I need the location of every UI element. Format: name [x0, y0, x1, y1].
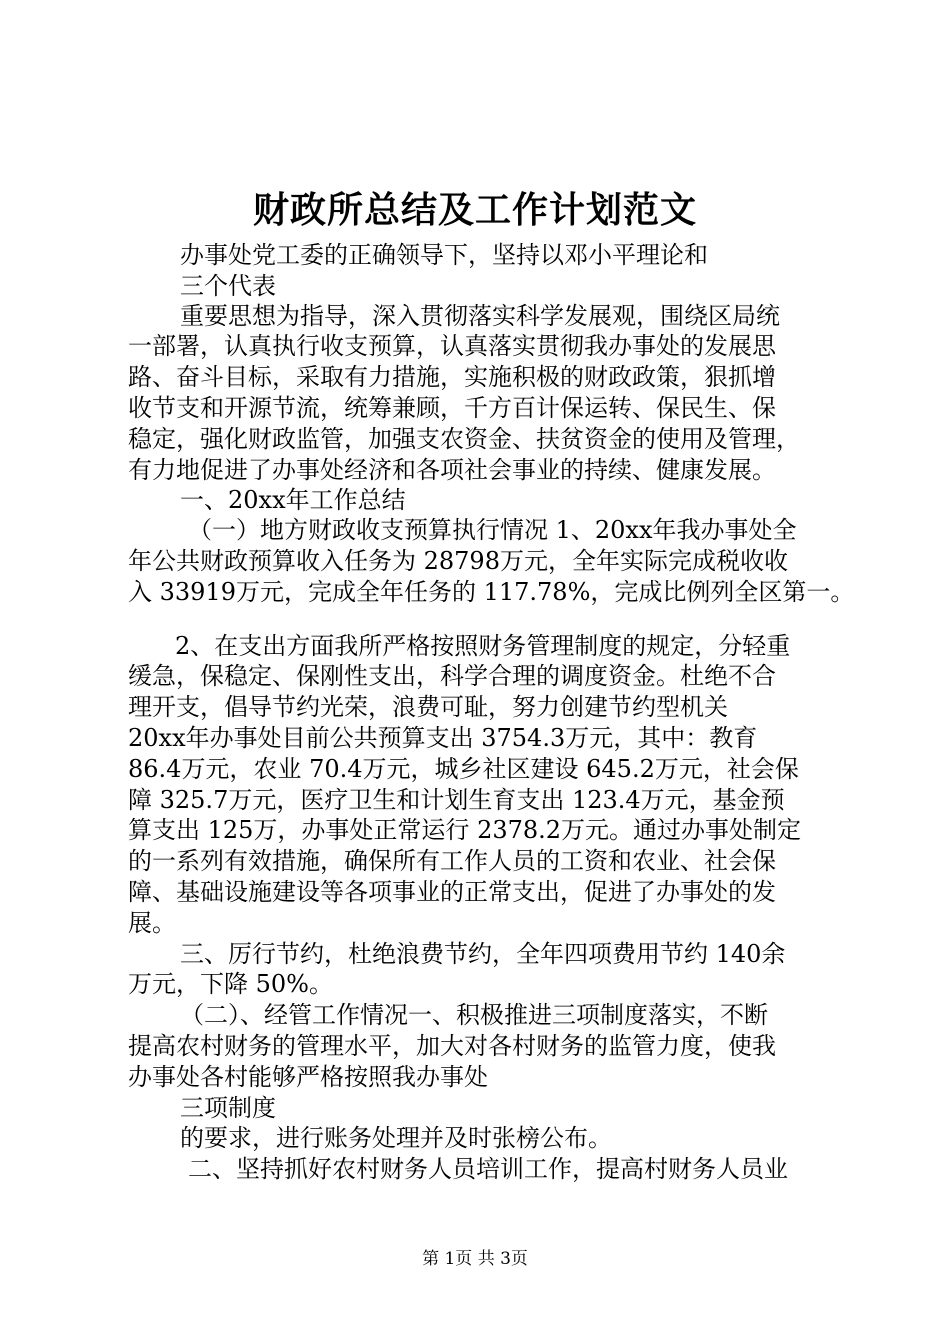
- body-line: 年公共财政预算收入任务为 28798万元，全年实际完成税收收: [128, 547, 788, 575]
- body-line: 二、坚持抓好农村财务人员培训工作，提高村财务人员业: [188, 1155, 788, 1183]
- body-line: 三项制度: [180, 1094, 276, 1122]
- body-line: 缓急，保稳定、保刚性支出，科学合理的调度资金。杜绝不合: [128, 662, 776, 690]
- body-line: 障、基础设施建设等各项事业的正常支出，促进了办事处的发: [128, 878, 776, 906]
- body-line: 办事处党工委的正确领导下，坚持以邓小平理论和: [180, 241, 708, 269]
- body-line: 算支出 125万，办事处正常运行 2378.2万元。通过办事处制定: [128, 816, 802, 844]
- body-line: 稳定，强化财政监管，加强支农资金、扶贫资金的使用及管理，: [128, 425, 800, 453]
- body-line: 展。: [128, 909, 176, 937]
- body-line: 的一系列有效措施，确保所有工作人员的工资和农业、社会保: [128, 847, 776, 875]
- body-line: 2、在支出方面我所严格按照财务管理制度的规定，分轻重: [175, 632, 791, 660]
- body-line: 20xx年办事处目前公共预算支出 3754.3万元，其中：教育: [128, 724, 758, 752]
- body-line: 的要求，进行账务处理并及时张榜公布。: [180, 1124, 612, 1152]
- body-line: 重要思想为指导，深入贯彻落实科学发展观，围绕区局统: [180, 302, 780, 330]
- body-line: 办事处各村能够严格按照我办事处: [128, 1063, 488, 1091]
- body-line: 理开支，倡导节约光荣，浪费可耻，努力创建节约型机关: [128, 693, 728, 721]
- body-line: （二）、经管工作情况一、积极推进三项制度落实，不断: [180, 1001, 768, 1029]
- body-line: 三、厉行节约，杜绝浪费节约，全年四项费用节约 140余: [180, 940, 786, 968]
- page-number: 第 1页 共 3页: [422, 1249, 528, 1269]
- body-line: 提高农村财务的管理水平，加大对各村财务的监管力度，使我: [128, 1032, 776, 1060]
- body-line: 有力地促进了办事处经济和各项社会事业的持续、健康发展。: [128, 456, 776, 484]
- body-line: 收节支和开源节流，统筹兼顾，千方百计保运转、保民生、保: [128, 394, 776, 422]
- body-line: 一、20xx年工作总结: [180, 486, 406, 514]
- body-line: 万元，下降 50%。: [128, 970, 333, 998]
- body-line: 障 325.7万元，医疗卫生和计划生育支出 123.4万元，基金预: [128, 786, 785, 814]
- body-line: 86.4万元，农业 70.4万元，城乡社区建设 645.2万元，社会保: [128, 755, 799, 783]
- document-title: 财政所总结及工作计划范文: [252, 189, 697, 231]
- body-line: 入 33919万元，完成全年任务的 117.78%，完成比例列全区第一。: [128, 578, 855, 606]
- body-line: 一部署，认真执行收支预算，认真落实贯彻我办事处的发展思: [128, 332, 776, 360]
- body-line: 路、奋斗目标，采取有力措施，实施积极的财政政策，狠抓增: [128, 363, 776, 391]
- body-line: （一）地方财政收支预算执行情况 1、20xx年我办事处全: [188, 516, 797, 544]
- body-line: 三个代表: [180, 272, 276, 300]
